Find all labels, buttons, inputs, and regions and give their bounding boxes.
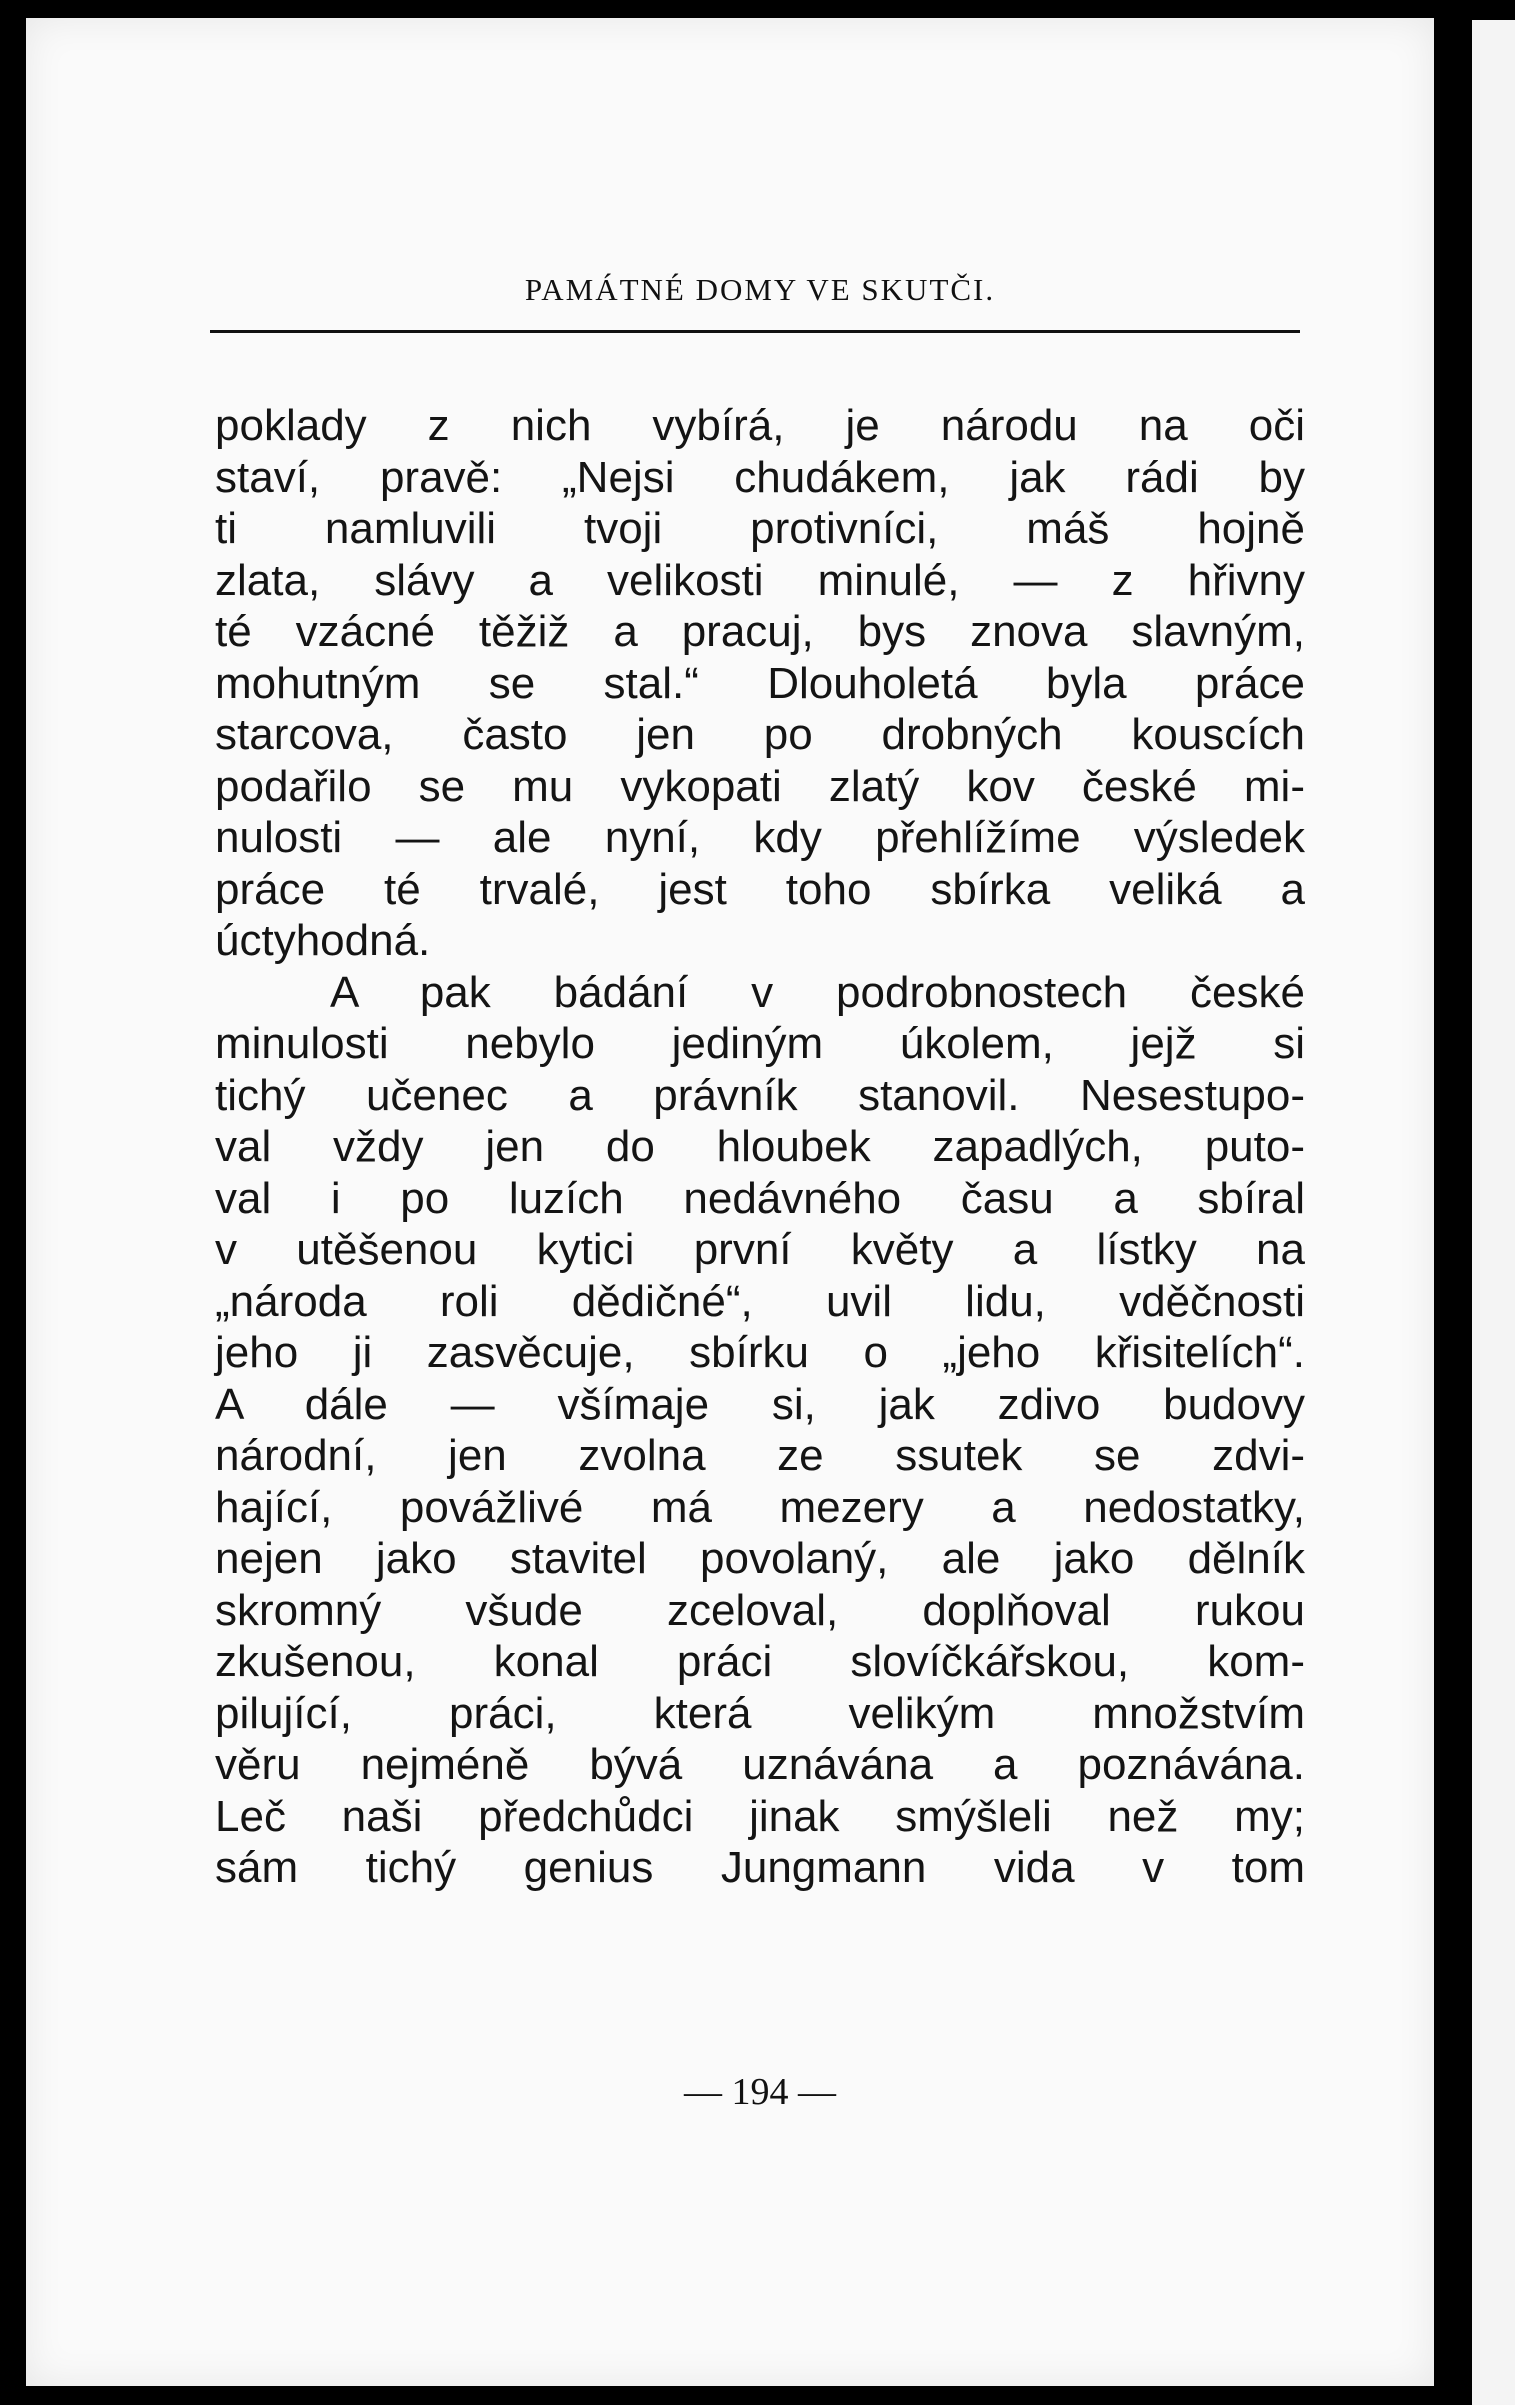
text-line: A dále — všímaje si, jak zdivo budovy <box>215 1379 1305 1429</box>
header-rule <box>210 330 1300 333</box>
text-line: zkušenou, konal práci slovíčkářskou, kom- <box>215 1637 1305 1686</box>
text-line: sám tichý genius Jungmann vida v tom <box>215 1843 1305 1892</box>
text-line: podařilo se mu vykopati zlatý kov české mi- <box>215 761 1305 811</box>
text-line: mohutným se stal.“ Dlouholetá byla práce <box>215 658 1305 708</box>
text-line: úctyhodná. <box>215 916 431 965</box>
text-line: ti namluvili tvoji protivníci, máš hojně <box>215 504 1305 553</box>
text-line: staví, pravě: „Nejsi chudákem, jak rádi by <box>215 452 1305 502</box>
text-line: starcova, často jen po drobných kouscích <box>215 710 1305 759</box>
text-line: té vzácné těžiž a pracuj, bys znova slavným, <box>215 607 1305 656</box>
text-line: zlata, slávy a velikosti minulé, — z hřivny <box>215 555 1305 605</box>
paragraph-start-line: A pak bádání v podrobnostech české <box>330 967 1305 1017</box>
text-line: minulosti nebylo jediným úkolem, jejž si <box>215 1019 1305 1068</box>
text-line: věru nejméně bývá uznávána a poznávána. <box>215 1740 1305 1789</box>
text-line: Leč naši předchůdci jinak smýšleli než my; <box>215 1791 1305 1841</box>
page-number: — 194 — <box>684 2071 836 2113</box>
text-line: pilující, práci, která velikým množstvím <box>215 1688 1305 1738</box>
text-line: tichý učenec a právník stanovil. Nesestupo- <box>215 1070 1305 1120</box>
text-line: poklady z nich vybírá, je národu na oči <box>215 401 1305 450</box>
text-line: jeho ji zasvěcuje, sbírku o „jeho křisitelích“. <box>215 1328 1305 1377</box>
body-text <box>215 400 1305 1894</box>
text-line: nejen jako stavitel povolaný, ale jako dělník <box>215 1534 1305 1583</box>
text-line: práce té trvalé, jest toho sbírka veliká a <box>215 864 1305 914</box>
adjacent-page-edge <box>1472 20 1515 2405</box>
text-line: národní, jen zvolna ze ssutek se zdvi- <box>215 1431 1305 1480</box>
running-header: PAMÁTNÉ DOMY VE SKUTČI. <box>524 272 996 307</box>
text-line: v utěšenou kytici první květy a lístky na <box>215 1225 1305 1274</box>
text-line: nulosti — ale nyní, kdy přehlížíme výsledek <box>215 813 1305 862</box>
text-line: val i po luzích nedávného času a sbíral <box>215 1173 1305 1223</box>
text-line: hající, povážlivé má mezery a nedostatky, <box>215 1482 1305 1532</box>
text-line: skromný všude zceloval, doplňoval rukou <box>215 1585 1305 1635</box>
text-line: „národa roli dědičné“, uvil lidu, vděčnosti <box>215 1276 1305 1326</box>
text-line: val vždy jen do hloubek zapadlých, puto- <box>215 1122 1305 1171</box>
